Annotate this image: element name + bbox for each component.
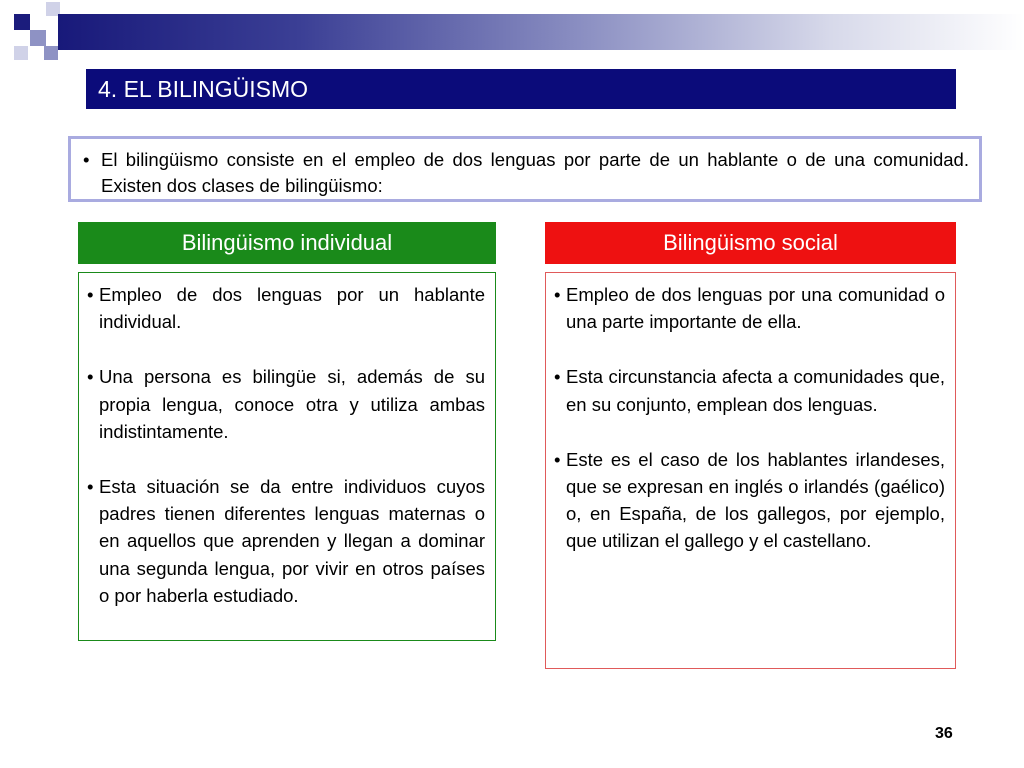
social-header: Bilingüismo social [545, 222, 956, 264]
header-band [58, 14, 1024, 50]
individual-box [78, 272, 496, 641]
item-text: Una persona es bilingüe si, además de su propia lengua, conoce otra y utiliza ambas indistintamente. [99, 366, 485, 442]
slide-title: 4. EL BILINGÜISMO [86, 69, 956, 109]
decorative-square [44, 46, 58, 60]
individual-header: Bilingüismo individual [78, 222, 496, 264]
item-text: Esta situación se da entre individuos cuyos padres tienen diferentes lenguas maternas o en aquellos que aprenden y llegan a dominar una segunda lengua, por vivir en otros países o por haberla estudiado. [99, 476, 485, 606]
list-item [87, 473, 485, 609]
bullet: • [87, 366, 94, 388]
decorative-square [14, 14, 30, 30]
bullet: • [87, 284, 94, 305]
item-text: Este es el caso de los hablantes irlandeses, que se expresan en inglés o irlandés (gaélico) o, en España, de los gallegos, por ejemplo, que utilizan el gallego y el castellano. [566, 448, 945, 552]
intro-box [68, 136, 982, 202]
intro-bullet: • [83, 149, 90, 170]
list-item [554, 446, 945, 555]
bullet: • [554, 448, 561, 470]
bullet: • [87, 476, 94, 498]
bullet: • [554, 284, 561, 305]
list-item [87, 281, 485, 335]
item-text: Empleo de dos lenguas por un hablante individual. [99, 284, 485, 333]
list-item [87, 363, 485, 445]
intro-text: El bilingüismo consiste en el empleo de dos lenguas por parte de un hablante o de una comunidad. Existen dos clases de bilingüismo: [101, 149, 969, 196]
list-item [554, 281, 945, 335]
item-text: Esta circunstancia afecta a comunidades que, en su conjunto, emplean dos lenguas. [566, 366, 945, 415]
decorative-square [14, 46, 28, 60]
social-box [545, 272, 956, 669]
item-text: Empleo de dos lenguas por una comunidad o una parte importante de ella. [566, 284, 945, 333]
page-number: 36 [935, 725, 953, 742]
bullet: • [554, 366, 561, 388]
decorative-square [30, 30, 46, 46]
list-item [554, 363, 945, 417]
